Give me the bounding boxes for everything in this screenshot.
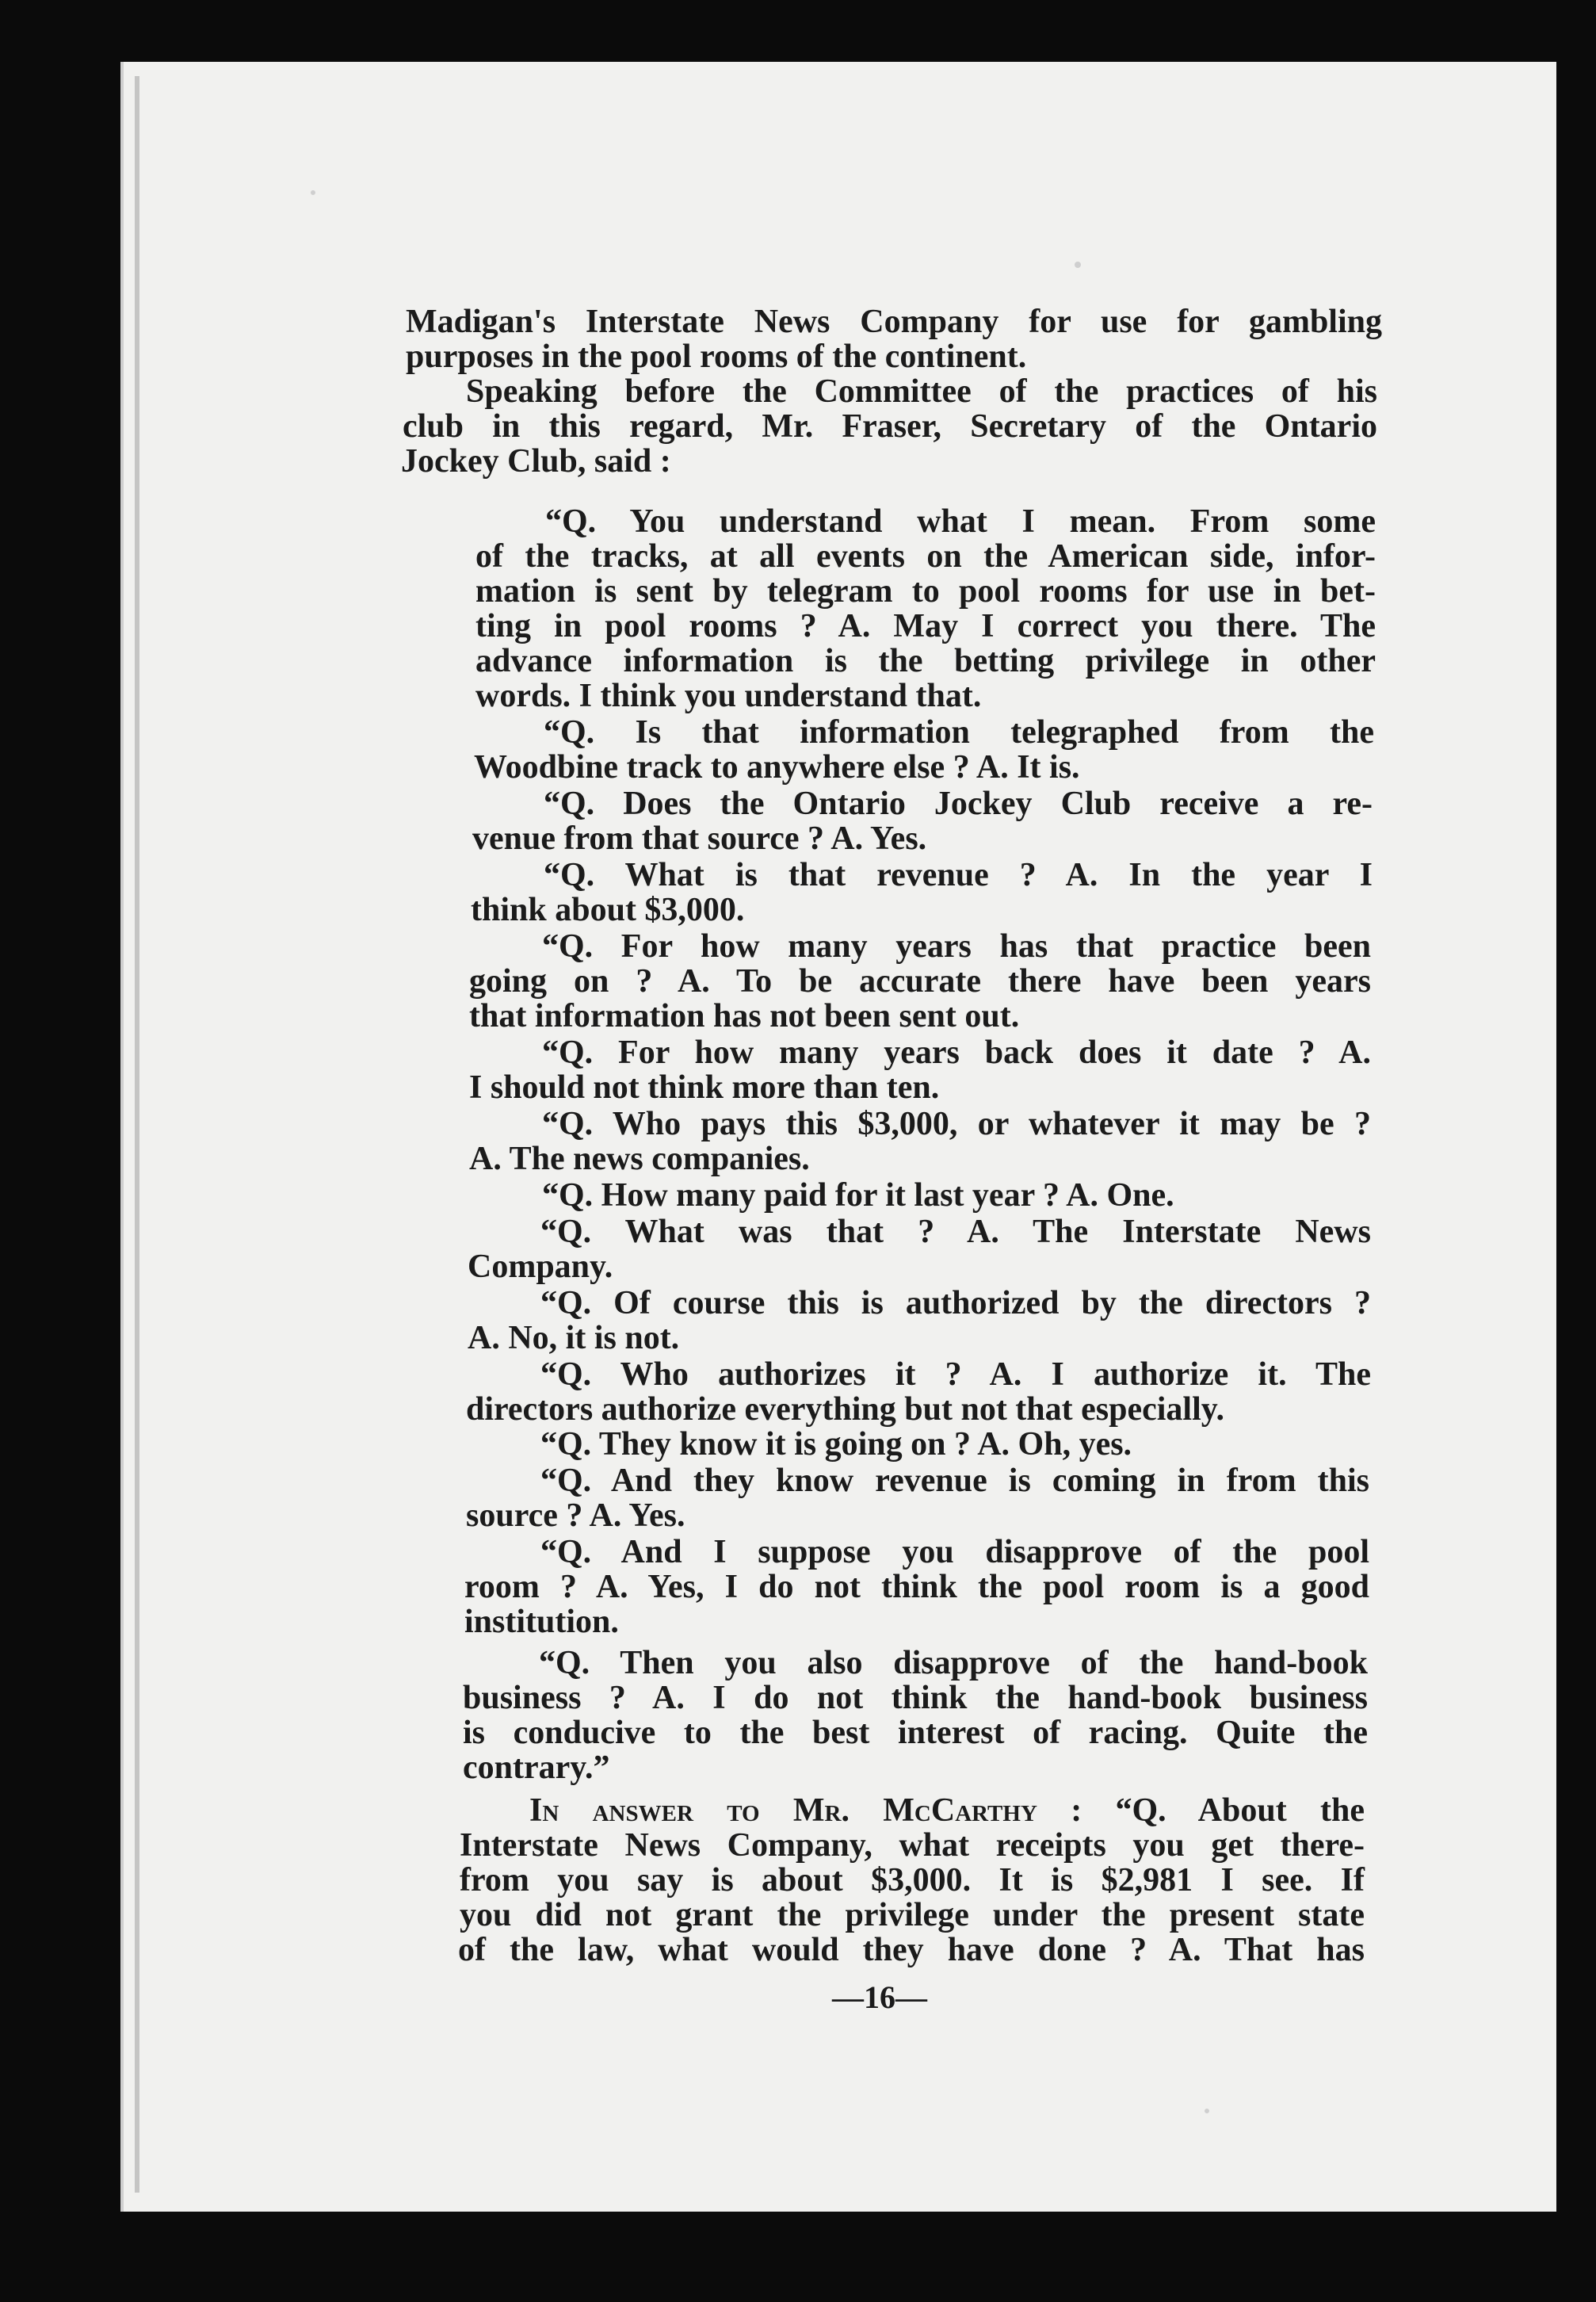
text-line: Madigan's Interstate News Company for use for gambling (406, 304, 1382, 340)
quote-line: “Q. How many paid for it last year ? A. One. (542, 1177, 1174, 1214)
text-line: club in this regard, Mr. Fraser, Secretary of the Ontario (403, 408, 1377, 445)
quote-line: Company. (468, 1249, 613, 1285)
quote-line: “Q. And they know revenue is coming in from this (540, 1463, 1369, 1499)
scan-speck (1205, 2109, 1209, 2113)
quote-line: “Q. What was that ? A. The Interstate News (540, 1214, 1371, 1250)
quote-line: words. I think you understand that. (475, 678, 982, 714)
page-edge-rule (135, 76, 139, 2193)
quote-line: advance information is the betting privilege in other (475, 643, 1376, 679)
quote-line: I should not think more than ten. (469, 1069, 940, 1106)
quote-line: “Q. And I suppose you disapprove of the pool (540, 1534, 1369, 1570)
quote-line: mation is sent by telegram to pool rooms for use in bet- (475, 573, 1376, 610)
answer-first-line (529, 1793, 1365, 1828)
quote-line: “Q. Does the Ontario Jockey Club receive a re- (544, 786, 1373, 822)
page-number: —16— (832, 1979, 927, 2015)
quote-line: “Q. They know it is going on ? A. Oh, yes. (540, 1426, 1132, 1463)
text-line: Speaking before the Committee of the practices of his (466, 373, 1377, 410)
quote-line: “Q. Then you also disapprove of the hand-book (539, 1645, 1368, 1681)
quote-line: A. The news companies. (469, 1141, 810, 1177)
quote-line: institution. (464, 1604, 619, 1640)
text-line: Jockey Club, said : (401, 443, 671, 480)
quote-line: “Q. Who authorizes it ? A. I authorize it. The (540, 1356, 1371, 1393)
quote-line: room ? A. Yes, I do not think the pool room is a good (464, 1569, 1369, 1605)
scan-speck (1075, 262, 1081, 268)
quote-line: directors authorize everything but not that especially. (466, 1391, 1224, 1428)
answer-lead: In answer to Mr. McCarthy : (529, 1792, 1082, 1829)
quote-line: going on ? A. To be accurate there have been years (469, 963, 1371, 1000)
quote-line: ting in pool rooms ? A. May I correct you there. The (475, 608, 1376, 644)
answer-line: you did not grant the privilege under the present state (460, 1897, 1365, 1933)
quote-line: is conducive to the best interest of racing. Quite the (463, 1715, 1368, 1751)
text-line: purposes in the pool rooms of the continent. (406, 338, 1027, 375)
answer-line: Interstate News Company, what receipts you get there- (460, 1827, 1365, 1864)
quote-line: business ? A. I do not think the hand-book business (463, 1680, 1368, 1716)
quote-line: “Q. What is that revenue ? A. In the year I (544, 857, 1373, 893)
quote-line: contrary.” (463, 1749, 610, 1786)
quote-line: Woodbine track to anywhere else ? A. It is. (474, 749, 1080, 786)
quote-line: “Q. Is that information telegraphed from the (544, 714, 1374, 751)
quote-line: of the tracks, at all events on the American side, infor- (475, 538, 1376, 575)
quote-line: A. No, it is not. (468, 1320, 680, 1356)
quote-line: that information has not been sent out. (469, 998, 1020, 1034)
quote-line: “Q. You understand what I mean. From some (545, 503, 1376, 540)
quote-line: “Q. For how many years back does it date ? A. (542, 1034, 1371, 1071)
quote-line: “Q. Who pays this $3,000, or whatever it may be ? (542, 1106, 1371, 1142)
answer-line: from you say is about $3,000. It is $2,981 I see. If (460, 1862, 1365, 1899)
quote-line: think about $3,000. (471, 892, 745, 928)
answer-line: “Q. About the (1082, 1792, 1365, 1829)
scan-speck (311, 190, 315, 195)
quote-line: “Q. Of course this is authorized by the directors ? (540, 1285, 1371, 1321)
quote-line: source ? A. Yes. (466, 1497, 685, 1534)
quote-line: “Q. For how many years has that practice been (542, 928, 1371, 965)
answer-line: of the law, what would they have done ? A. That has (458, 1932, 1365, 1968)
quote-line: venue from that source ? A. Yes. (472, 820, 927, 857)
